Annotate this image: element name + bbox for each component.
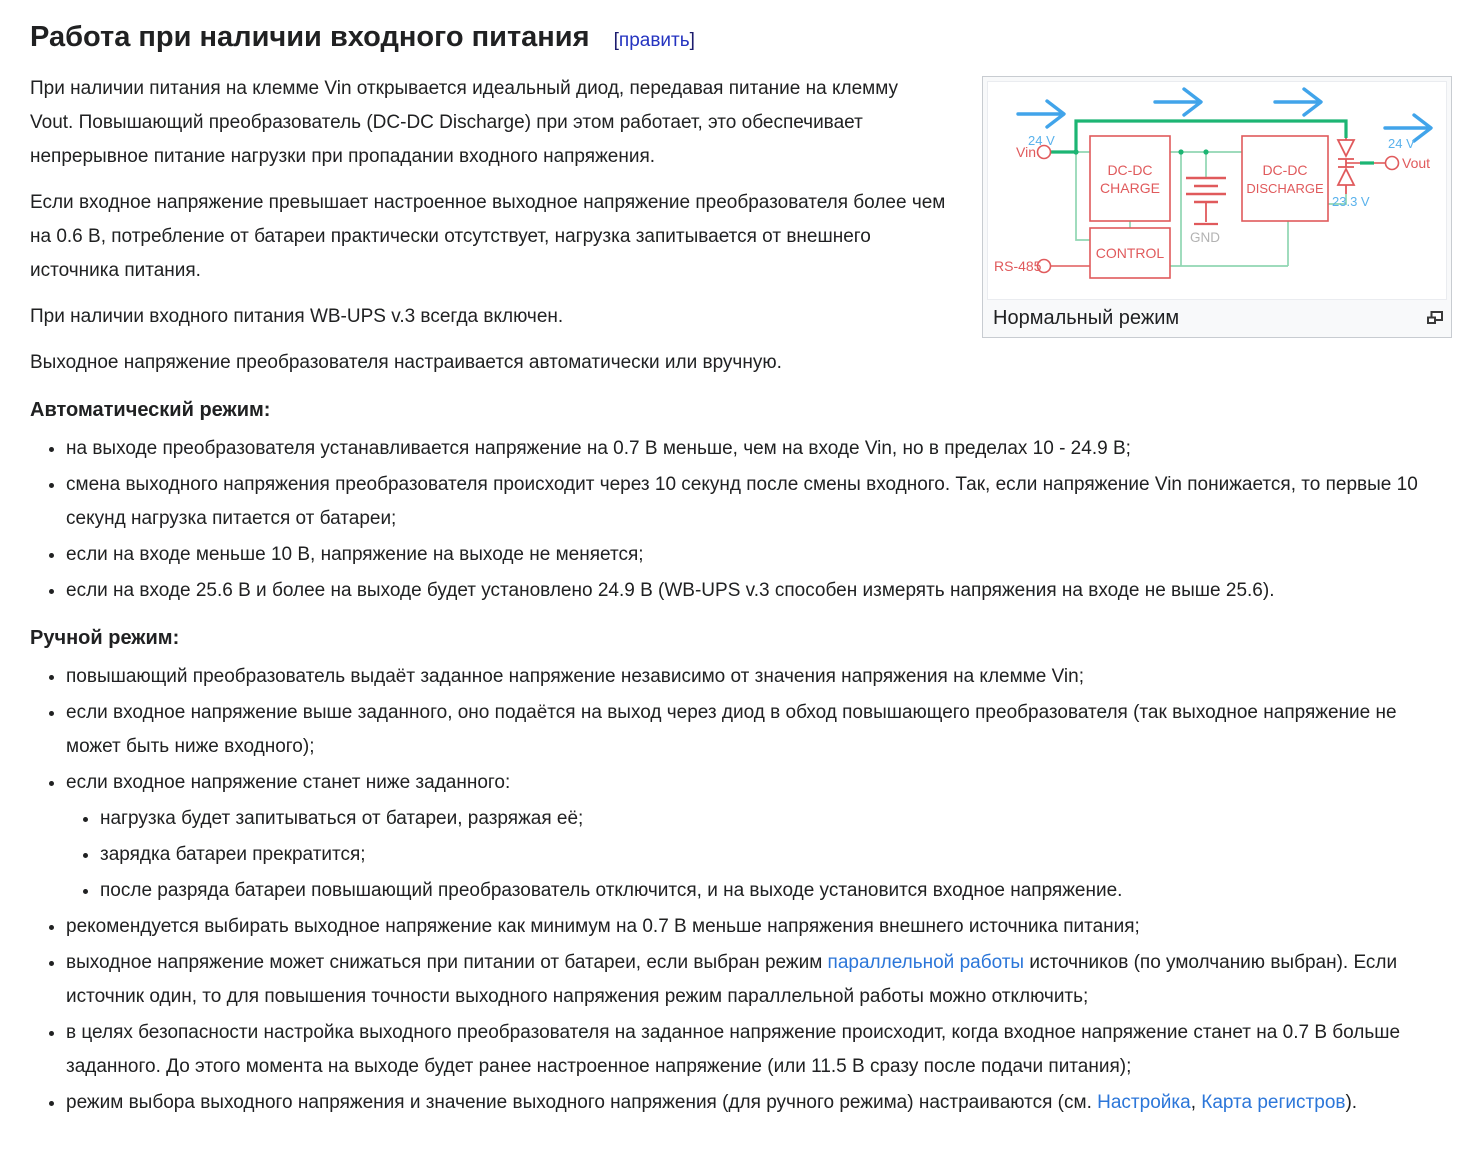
list-item-text: в целях безопасности настройка выходного преобразователя на заданное напряжение происходит, когда входное напряжение станет на 0.7 В больше заданного. До этого момента на выходе будет ранее настроенное напряжение (или 11.5 В сразу после подачи питания); [66, 1022, 1401, 1077]
list-item-highlighted [66, 696, 1452, 764]
label-discharge-line1: DC-DC [1262, 162, 1308, 178]
edit-bracket-open: [ [613, 30, 619, 51]
list-item-text: выходное напряжение может снижаться при питании от батареи, если выбран режим [66, 952, 828, 973]
nested-list [66, 802, 1452, 908]
list-item-text: если на входе 25.6 В и более на выходе будет установлено 24.9 В (WB-UPS v.3 способен измерять напряжения на входе не выше 25.6). [66, 580, 1275, 601]
list-item [100, 838, 1452, 872]
list-item [66, 946, 1452, 1014]
dcdc-discharge-box [1242, 136, 1328, 221]
list-item-text: режим выбора выходного напряжения и значение выходного напряжения (для ручного режима) настраиваются (см. [66, 1092, 1098, 1113]
list-item-text: ). [1345, 1092, 1358, 1113]
flow-arrow-icon [1155, 89, 1201, 115]
list-item-text: зарядка батареи прекратится; [100, 844, 366, 865]
auto-mode-list [30, 432, 1452, 608]
list-item [66, 574, 1452, 608]
link-separator: , [1190, 1092, 1202, 1113]
vout-terminal [1386, 157, 1399, 170]
section-heading [30, 20, 1452, 58]
list-item-text: нагрузка будет запитываться от батареи, разряжая её; [100, 808, 584, 829]
list-item-text: источников (по умолчанию выбран). Если источник один, то для повышения точности выходного напряжения режим параллельной работы можно отключить; [66, 952, 1398, 1007]
list-item [100, 802, 1452, 836]
list-item [66, 1016, 1452, 1084]
manual-mode-heading: Ручной режим: [30, 627, 180, 649]
list-item-text: если входное напряжение выше заданного, оно подаётся на выход через диод в обход повышающего преобразователя (так выходное напряжение не может быть ниже входного); [66, 702, 1397, 757]
wire-thick-green [1051, 121, 1374, 163]
label-charge-line2: CHARGE [1100, 180, 1160, 196]
list-item [66, 538, 1452, 572]
list-item [66, 766, 1452, 908]
edit-section-link[interactable]: править [618, 30, 690, 51]
label-gnd: GND [1190, 230, 1220, 245]
register-map-link[interactable]: Карта регистров [1201, 1092, 1346, 1113]
list-item [66, 432, 1452, 466]
list-item [66, 660, 1452, 694]
list-item-text: повышающий преобразователь выдаёт заданное напряжение независимо от значения напряжения на клемме Vin; [66, 666, 1084, 687]
list-item-text: смена выходного напряжения преобразователя происходит через 10 секунд после смены входного. Так, если напряжение Vin понижается, то первые 10 секунд нагрузка питается от батареи; [66, 474, 1418, 529]
label-24v-in: 24 V [1028, 133, 1055, 148]
section-title: Работа при наличии входного питания [30, 21, 590, 53]
battery-symbol [1186, 178, 1226, 224]
list-item [100, 874, 1452, 908]
label-23v3: 23.3 V [1332, 194, 1370, 209]
paragraph: При наличии входного питания WB-UPS v.3 всегда включен. [30, 306, 564, 327]
list-item-text: если на входе меньше 10 В, напряжение на выходе не меняется; [66, 544, 644, 565]
edit-bracket-close: ] [689, 30, 695, 51]
paragraph: Если входное напряжение превышает настроенное выходное напряжение преобразователя более чем на 0.6 В, потребление от батареи практически отсутствует, нагрузка запитывается от внешнего источника питания. [30, 192, 946, 281]
list-item [66, 910, 1452, 944]
label-charge-line1: DC-DC [1107, 162, 1153, 178]
edit-section [614, 30, 695, 51]
list-item-text: рекомендуется выбирать выходное напряжение как минимум на 0.7 В меньше напряжения внешнего источника питания; [66, 916, 1140, 937]
list-item-text: после разряда батареи повышающий преобразователь отключится, и на выходе установится входное напряжение. [100, 880, 1123, 901]
list-item [66, 1086, 1452, 1120]
paragraph: При наличии питания на клемме Vin открывается идеальный диод, передавая питание на клемму Vout. Повышающий преобразователь (DC-DC Discharge) при этом работает, это обеспечивает непрерывное питание нагрузки при пропадании входного напряжения. [30, 78, 898, 167]
parallel-mode-link[interactable]: параллельной работы [827, 952, 1025, 973]
label-vin: Vin [1016, 144, 1036, 160]
figure-caption-bar [987, 300, 1447, 333]
magnify-icon[interactable] [1427, 305, 1443, 331]
dcdc-charge-box [1090, 136, 1170, 221]
diode-pair [1338, 138, 1354, 194]
circuit-diagram-svg [988, 82, 1448, 287]
flow-arrow-icon [1018, 101, 1064, 127]
figure-normal-mode [982, 76, 1452, 338]
paragraph: Выходное напряжение преобразователя настраивается автоматически или вручную. [30, 352, 782, 373]
list-item-text: на выходе преобразователя устанавливается напряжение на 0.7 В меньше, чем на входе Vin, но в пределах 10 - 24.9 В; [66, 438, 1131, 459]
label-24v-out: 24 V [1388, 136, 1415, 151]
figure-caption: Нормальный режим [993, 307, 1180, 329]
manual-mode-list [30, 660, 1452, 1120]
flow-arrow-icon [1275, 89, 1321, 115]
list-item-text: если входное напряжение станет ниже заданного: [66, 772, 511, 793]
circuit-diagram-image[interactable] [987, 81, 1447, 300]
label-discharge-line2: DISCHARGE [1246, 181, 1324, 196]
list-item [66, 468, 1452, 536]
auto-mode-heading: Автоматический режим: [30, 399, 271, 421]
label-control: CONTROL [1095, 245, 1165, 261]
settings-link[interactable]: Настройка [1097, 1092, 1191, 1113]
label-vout: Vout [1402, 155, 1431, 171]
label-rs485: RS-485 [994, 258, 1042, 274]
